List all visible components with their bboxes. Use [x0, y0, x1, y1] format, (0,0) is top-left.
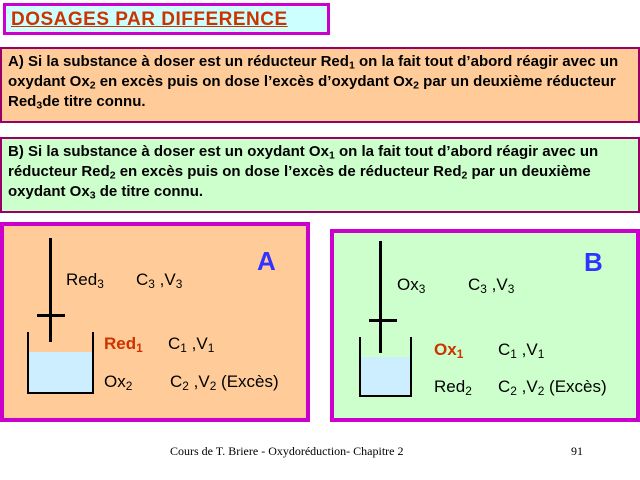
beaker-b-bottom: [359, 395, 412, 397]
para-b-text-1: B) Si la substance à doser est un oxydant Ox: [8, 143, 329, 160]
para-b-sub-3: 2: [461, 169, 468, 182]
page-number: 91: [571, 444, 583, 458]
panel-b-reagent-conc: [498, 377, 607, 397]
label-name: Ox: [104, 372, 126, 391]
panel-b-analyte-label: [434, 340, 463, 360]
label-name: Red: [66, 270, 98, 289]
conc-sub: 1: [510, 346, 517, 361]
volume-symbol: ,V: [516, 377, 538, 396]
para-b-sub-1: 1: [328, 149, 335, 162]
burette-a-rod: [49, 238, 52, 342]
panel-b-reagent-label: [434, 377, 472, 397]
slide-title: DOSAGES PAR DIFFERENCE: [11, 9, 288, 30]
panel-a-letter: A: [257, 246, 276, 276]
label-sub: 2: [465, 383, 472, 398]
panel-a-reagent-label: [104, 372, 132, 392]
beaker-a-liquid: [28, 352, 92, 392]
label-name: Ox: [397, 275, 419, 294]
panel-a-analyte-label: [104, 334, 143, 354]
panel-b: [330, 229, 640, 422]
label-name: Red: [104, 334, 137, 353]
conc-symbol: C: [498, 340, 511, 359]
panel-b-burette-label: [397, 275, 425, 295]
beaker-b-liquid: [360, 357, 410, 396]
para-b-text-5: de titre connu.: [95, 183, 204, 200]
para-a-text-3: en excès puis on dose l’excès d’oxydant Ox: [95, 73, 414, 90]
para-a-text-4: par un deuxième réducteur Red: [8, 73, 616, 110]
volume-symbol: ,V: [516, 340, 538, 359]
burette-b-rod: [379, 241, 382, 353]
label-sub: 1: [136, 340, 143, 355]
burette-b-tick: [369, 319, 397, 322]
conc-sub: 2: [182, 378, 189, 393]
panel-b-analyte-conc: [498, 340, 544, 360]
beaker-a-left-wall: [27, 332, 29, 394]
volume-sub: 3: [175, 276, 183, 291]
para-a-sub-2: 2: [89, 79, 96, 92]
excess-note: (Excès): [216, 372, 279, 391]
para-b-sub-2: 2: [109, 169, 116, 182]
volume-sub: 2: [209, 378, 217, 393]
para-a-text-5: de titre connu.: [42, 93, 146, 110]
label-sub: 3: [418, 281, 426, 296]
conc-sub: 3: [480, 281, 487, 296]
label-name: Ox: [434, 340, 457, 359]
panel-a-burette-label: [66, 270, 104, 290]
para-a-text-1: A) Si la substance à doser est un réducteur Red: [8, 53, 349, 70]
conc-symbol: C: [168, 334, 181, 353]
para-a-sub-3: 2: [413, 79, 419, 92]
conc-sub: 1: [180, 340, 187, 355]
panel-b-burette-conc: [468, 275, 514, 295]
para-b-text-4: par un deuxième oxydant Ox: [8, 163, 591, 200]
conc-symbol: C: [136, 270, 149, 289]
footer-text: Cours de T. Briere - Oxydoréduction- Chapitre 2: [170, 444, 404, 458]
beaker-a-right-wall: [92, 332, 94, 394]
para-b-sub-4: 3: [89, 189, 96, 202]
volume-sub: 3: [507, 281, 515, 296]
para-a-text-2: on la fait tout d’abord réagir avec un oxydant Ox: [8, 53, 619, 90]
paragraph-b: [0, 137, 640, 213]
label-sub: 3: [97, 276, 104, 291]
volume-sub: 1: [537, 346, 545, 361]
conc-symbol: C: [170, 372, 183, 391]
beaker-a-bottom: [27, 392, 94, 394]
volume-sub: 1: [207, 340, 215, 355]
conc-symbol: C: [468, 275, 481, 294]
title-box: [3, 3, 330, 35]
label-sub: 1: [456, 346, 464, 361]
para-a-sub-1: 1: [348, 59, 355, 72]
label-name: Red: [434, 377, 466, 396]
conc-sub: 2: [510, 383, 517, 398]
volume-symbol: ,V: [486, 275, 508, 294]
volume-symbol: ,V: [154, 270, 176, 289]
panel-a: [0, 222, 310, 422]
volume-symbol: ,V: [186, 334, 208, 353]
panel-b-letter: B: [584, 247, 603, 277]
beaker-b-left-wall: [359, 337, 361, 397]
beaker-b-right-wall: [410, 337, 412, 397]
volume-symbol: ,V: [188, 372, 210, 391]
excess-note: (Excès): [544, 377, 607, 396]
panel-a-burette-conc: [136, 270, 182, 290]
panel-a-analyte-conc: [168, 334, 214, 354]
para-a-sub-4: 3: [36, 99, 43, 112]
conc-symbol: C: [498, 377, 511, 396]
conc-sub: 3: [148, 276, 155, 291]
volume-sub: 2: [537, 383, 545, 398]
para-b-text-2: on la fait tout d’abord réagir avec un réducteur Red: [8, 143, 599, 180]
label-sub: 2: [125, 378, 133, 393]
para-b-text-3: en excès puis on dose l’excès de réducteur Red: [115, 163, 462, 180]
paragraph-a: [0, 47, 640, 123]
burette-a-tick: [37, 314, 65, 317]
panel-a-reagent-conc: [170, 372, 279, 392]
